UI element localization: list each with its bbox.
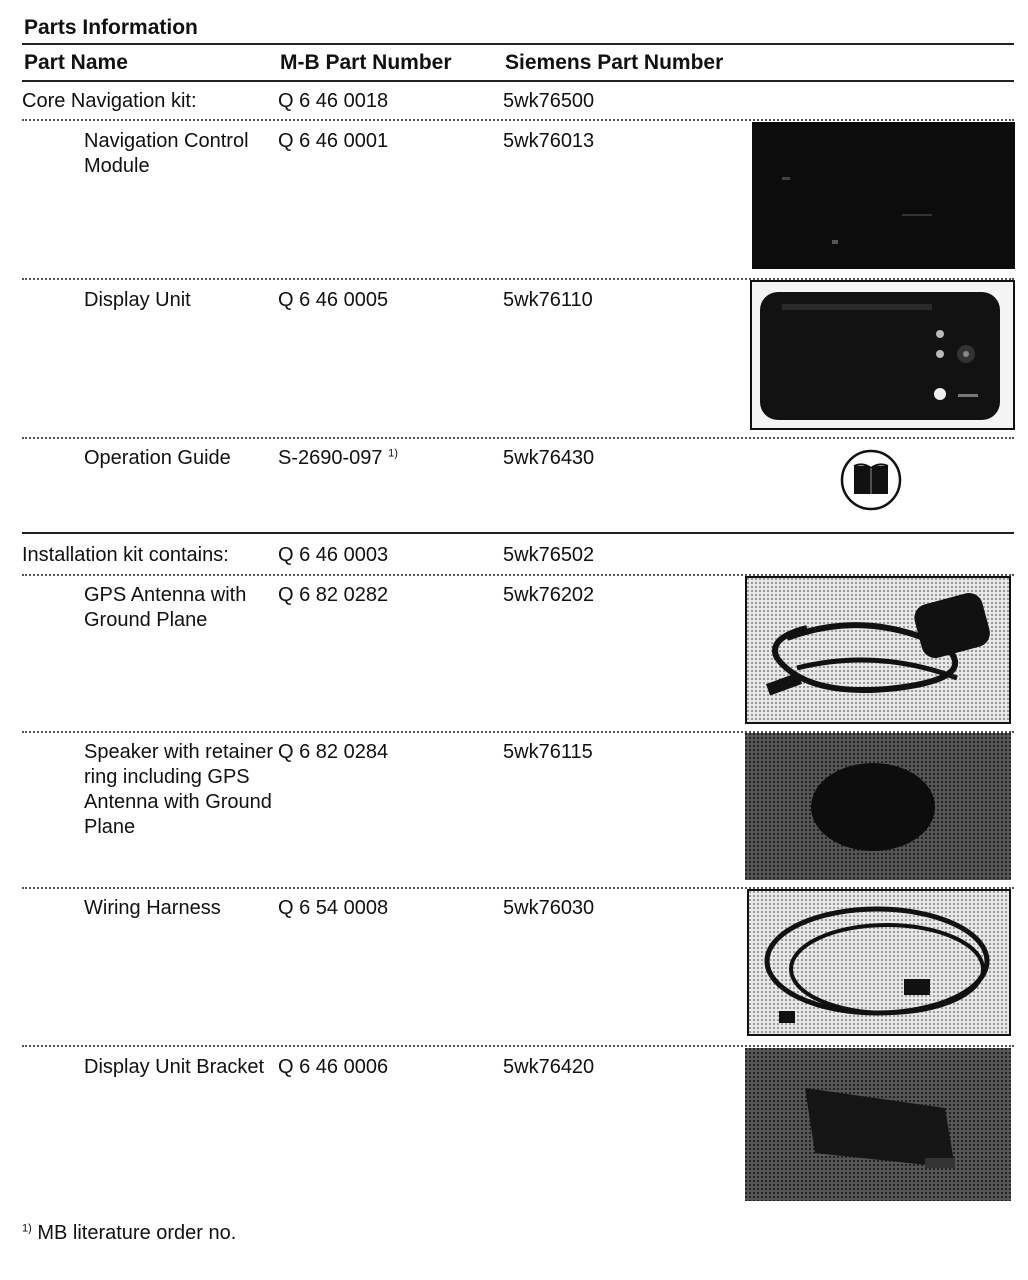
part-name: Speaker with retainer ring including GPS Antenna with Ground Plane [84, 741, 273, 838]
part-siemens-number: 5wk76030 [503, 897, 595, 919]
section-title: Parts Information [24, 16, 198, 39]
part-name: Wiring Harness [84, 897, 221, 919]
part-siemens-number: 5wk76420 [503, 1056, 595, 1078]
footnote-ref: 1) [388, 447, 398, 460]
row-divider [22, 1045, 1014, 1047]
wiring-harness-photo [747, 889, 1011, 1036]
title-rule [22, 43, 1014, 45]
part-siemens-number: 5wk76202 [503, 584, 595, 606]
gps-antenna-photo [745, 576, 1011, 724]
part-siemens-number: 5wk76430 [503, 447, 595, 469]
bracket-photo [745, 1048, 1011, 1201]
part-mb-number: Q 6 54 0008 [278, 897, 389, 919]
footnote [22, 1222, 236, 1245]
group-mb-core: Q 6 46 0018 [278, 90, 389, 112]
display-unit-photo [750, 280, 1015, 430]
footnote-text: MB literature order no. [37, 1222, 237, 1244]
group-label-core: Core Navigation kit: [22, 90, 197, 112]
row-divider [22, 437, 1014, 439]
part-mb-number: Q 6 46 0001 [278, 130, 389, 152]
header-mb-part-number: M-B Part Number [280, 51, 452, 74]
group-label-installation: Installation kit contains: [22, 544, 229, 566]
part-siemens-number: 5wk76013 [503, 130, 595, 152]
speaker-photo [745, 733, 1011, 880]
part-mb-number: Q 6 82 0284 [278, 741, 389, 763]
group-rule [22, 532, 1014, 534]
part-mb-number: Q 6 46 0006 [278, 1056, 389, 1078]
part-name: Operation Guide [84, 447, 231, 469]
navigation-control-module-photo [752, 122, 1015, 269]
part-name: Display Unit [84, 289, 191, 311]
group-siemens-installation: 5wk76502 [503, 544, 595, 566]
part-mb-number: Q 6 46 0005 [278, 289, 389, 311]
part-name: Navigation Control Module [84, 130, 249, 177]
row-divider [22, 119, 1014, 121]
group-mb-installation: Q 6 46 0003 [278, 544, 389, 566]
part-name: Display Unit Bracket [84, 1056, 265, 1078]
part-name: GPS Antenna with Ground Plane [84, 584, 247, 631]
part-mb-number [278, 446, 398, 471]
group-siemens-core: 5wk76500 [503, 90, 595, 112]
header-rule [22, 80, 1014, 82]
part-siemens-number: 5wk76115 [503, 741, 593, 763]
part-mb-number: Q 6 82 0282 [278, 584, 389, 606]
book-icon [838, 448, 904, 512]
header-part-name: Part Name [24, 51, 128, 74]
footnote-mark: 1) [22, 1222, 32, 1235]
part-mb-number-value: S-2690-097 [278, 447, 383, 469]
part-siemens-number: 5wk76110 [503, 289, 593, 311]
header-siemens-part-number: Siemens Part Number [505, 51, 724, 74]
